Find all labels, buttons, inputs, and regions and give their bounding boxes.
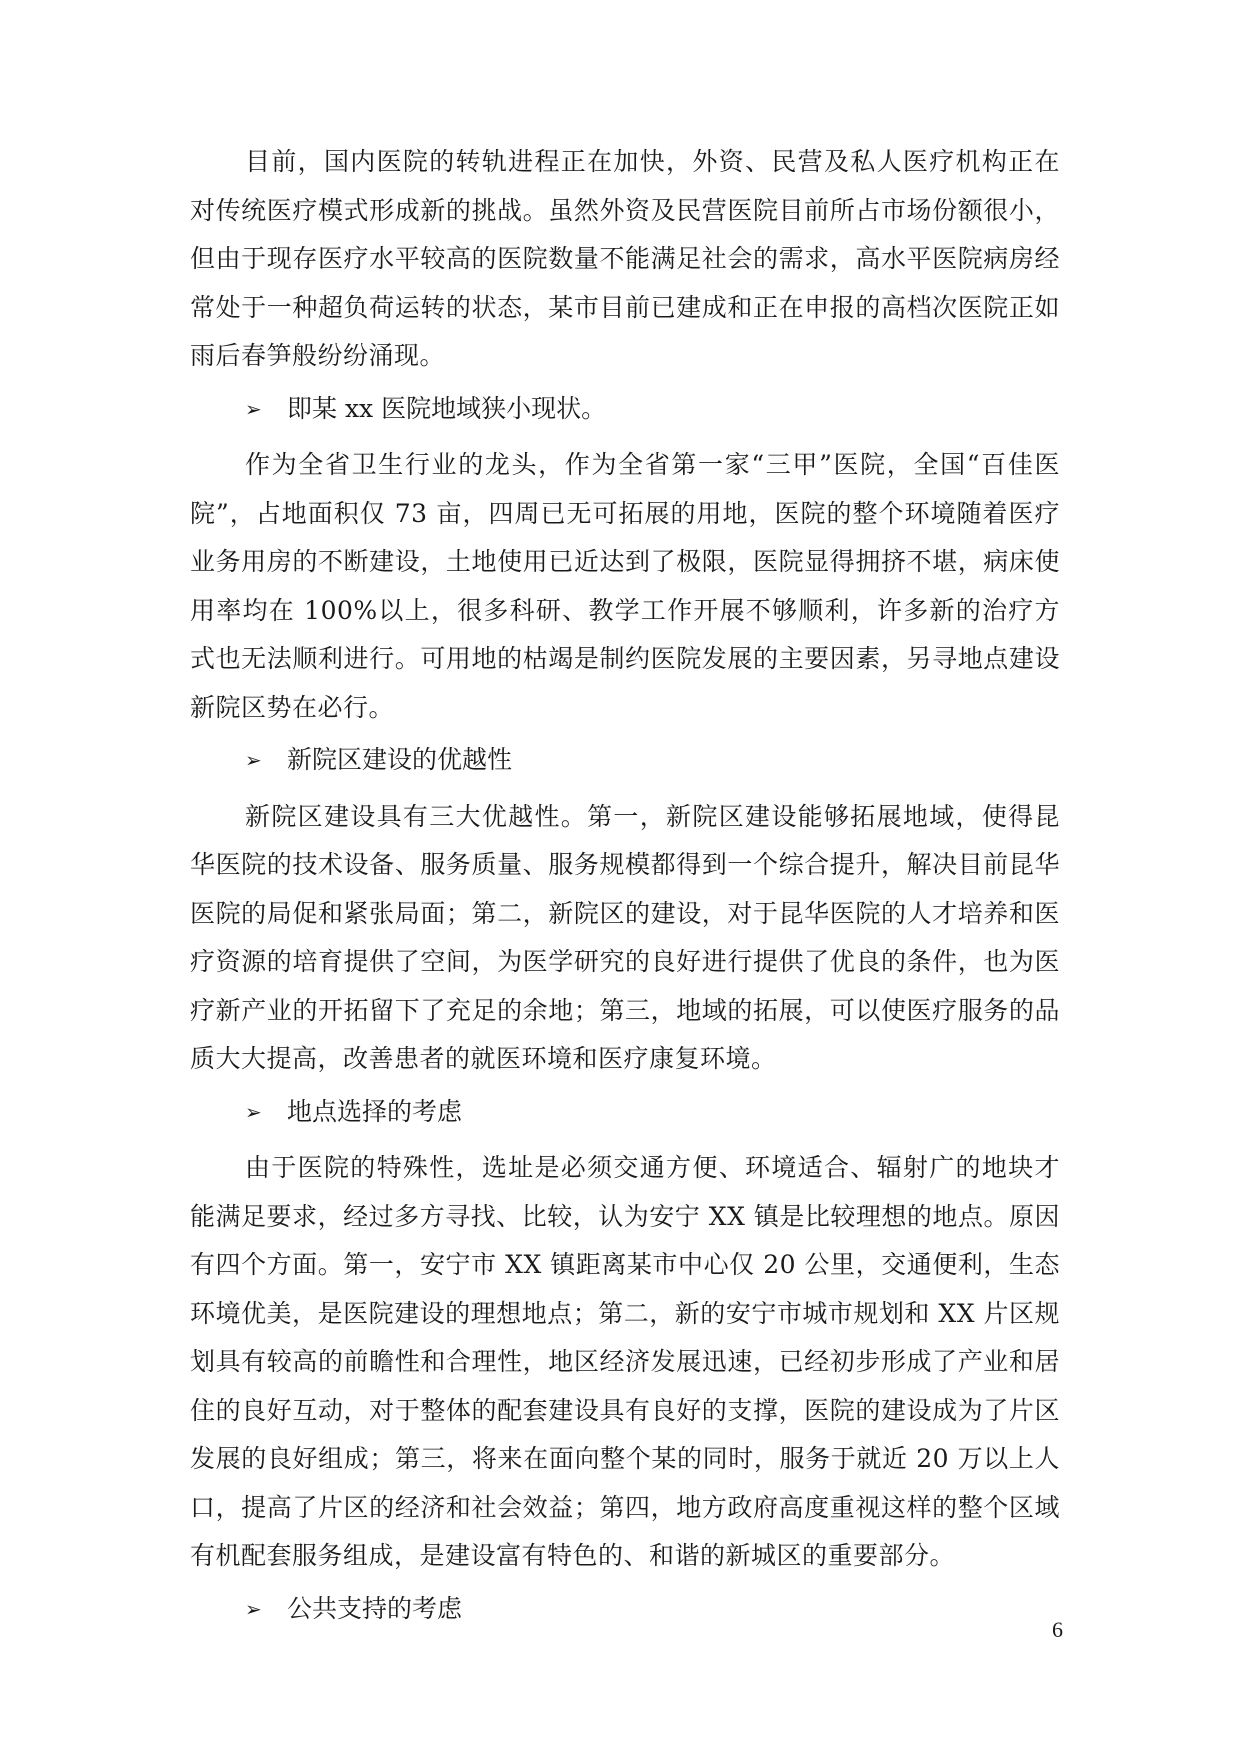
bullet-label: 新院区建设的优越性 [287, 745, 513, 774]
bullet-item-location-selection [190, 1088, 1060, 1137]
arrow-bullet-icon: ➢ [245, 748, 262, 772]
bullet-item-site-constraints [190, 385, 1060, 434]
paragraph-site-constraints: 作为全省卫生行业的龙头，作为全省第一家“三甲”医院，全国“百佳医院”，占地面积仅 73 亩，四周已无可拓展的用地，医院的整个环境随着医疗业务用房的不断建设，土地使用已近达到了极限，医院显得拥挤不堪，病床使用率均在 100%以上，很多科研、教学工作开展不够顺利，许多新的治疗方式也无法顺利进行。可用地的枯竭是制约医院发展的主要因素，另寻地点建设新院区势在必行。 [190, 450, 1060, 722]
bullet-label: 即某 xx 医院地域狭小现状。 [287, 393, 607, 423]
arrow-bullet-icon: ➢ [245, 1099, 262, 1124]
paragraph-market-trends: 目前，国内医院的转轨进程正在加快，外资、民营及私人医疗机构正在对传统医疗模式形成新的挑战。虽然外资及民营医院目前所占市场份额很小，但由于现存医疗水平较高的医院数量不能满足社会的需求，高水平医院病房经常处于一种超负荷运转的状态，某市目前已建成和正在申报的高档次医院正如雨后春笋般纷纷涌现。 [190, 147, 1060, 370]
arrow-bullet-icon: ➢ [245, 396, 262, 421]
page-number: 6 [1052, 1617, 1063, 1642]
arrow-bullet-icon: ➢ [245, 1596, 262, 1621]
paragraph-new-campus-advantages: 新院区建设具有三大优越性。第一，新院区建设能够拓展地域，使得昆华医院的技术设备、服务质量、服务规模都得到一个综合提升，解决目前昆华医院的局促和紧张局面；第二，新院区的建设，对于昆华医院的人才培养和医疗资源的培育提供了空间，为医学研究的良好进行提供了优良的条件，也为医疗新产业的开拓留下了充足的余地；第三，地域的拓展，可以使医疗服务的品质大大提高，改善患者的就医环境和医疗康复环境。 [190, 801, 1060, 1073]
bullet-item-new-campus-advantages [190, 736, 1060, 785]
bullet-label: 公共支持的考虑 [287, 1593, 463, 1623]
bullet-item-public-support [190, 1585, 1060, 1634]
document-body [190, 138, 1060, 1641]
paragraph-location-selection: 由于医院的特殊性，选址是必须交通方便、环境适合、辐射广的地块才能满足要求，经过多方寻找、比较，认为安宁 XX 镇是比较理想的地点。原因有四个方面。第一，安宁市 XX 镇距离某市中心仅 20 公里，交通便利，生态环境优美，是医院建设的理想地点；第二，新的安宁市城市规划和 XX 片区规划具有较高的前瞻性和合理性，地区经济发展迅速，已经初步形成了产业和居住的良好互动，对于整体的配套建设具有良好的支撑，医院的建设成为了片区发展的良好组成；第三，将来在面向整个某的同时，服务于就近 20 万以上人口，提高了片区的经济和社会效益；第四，地方政府高度重视这样的整个区域有机配套服务组成，是建设富有特色的、和谐的新城区的重要部分。 [190, 1153, 1060, 1570]
bullet-label: 地点选择的考虑 [287, 1096, 463, 1126]
